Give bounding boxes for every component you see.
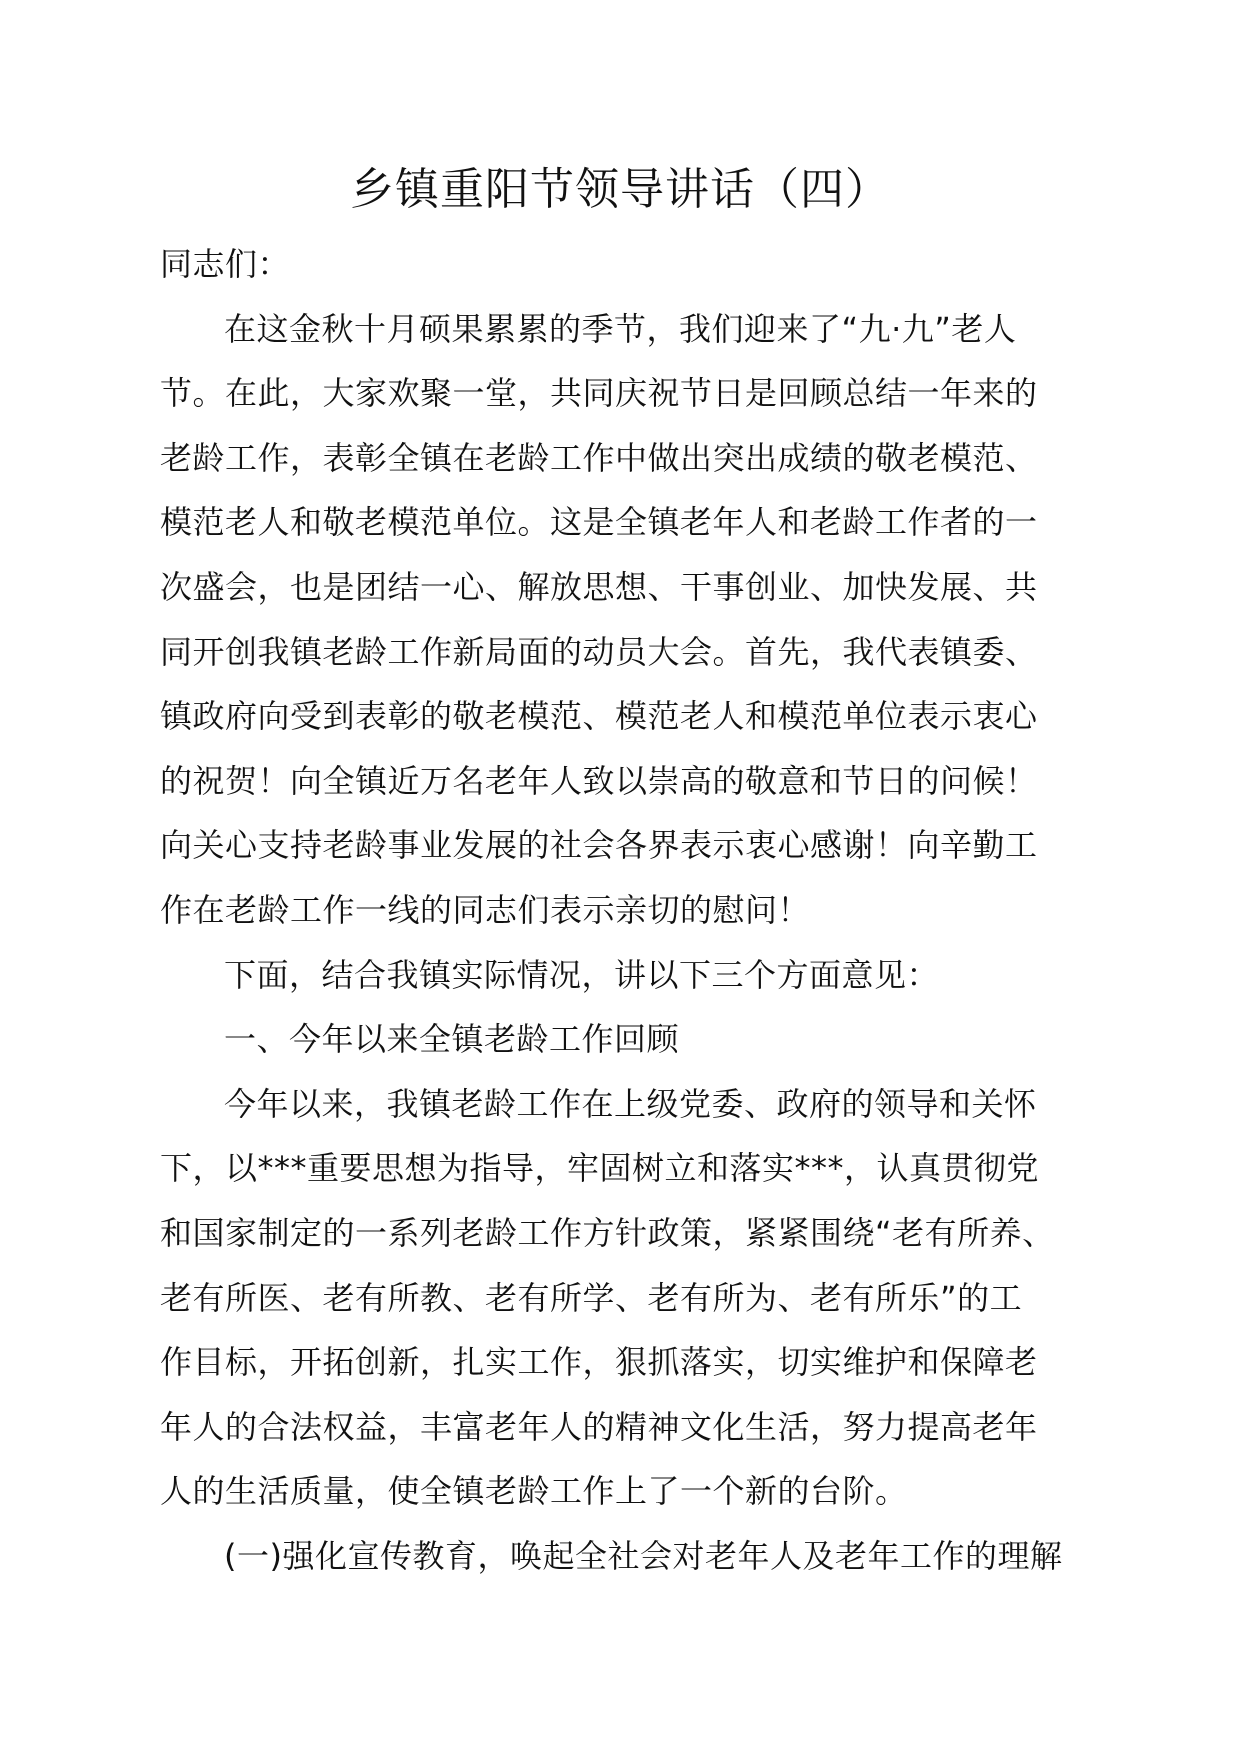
text-line: 下面，结合我镇实际情况，讲以下三个方面意见： — [224, 955, 940, 994]
text-line: 镇政府向受到表彰的敬老模范、模范老人和模范单位表示衷心 — [160, 697, 1038, 736]
text-line: 老龄工作，表彰全镇在老龄工作中做出突出成绩的敬老模范、 — [160, 438, 1038, 477]
text-line: 人的生活质量，使全镇老龄工作上了一个新的台阶。 — [160, 1472, 908, 1511]
text-line: 次盛会，也是团结一心、解放思想、干事创业、加快发展、共 — [160, 567, 1038, 606]
document-body — [160, 232, 1120, 1588]
text-line: 今年以来，我镇老龄工作在上级党委、政府的领导和关怀 — [224, 1084, 1037, 1123]
document-title: 乡镇重阳节领导讲话（四） — [350, 164, 890, 215]
text-line: 同开创我镇老龄工作新局面的动员大会。首先，我代表镇委、 — [160, 632, 1038, 671]
text-line: 老有所医、老有所教、老有所学、老有所为、老有所乐”的工 — [160, 1278, 1023, 1317]
text-line: 的祝贺！向全镇近万名老年人致以崇高的敬意和节日的问候！ — [160, 761, 1038, 800]
subsection-heading: (一)强化宣传教育，唤起全社会对老年人及老年工作的理解 — [224, 1536, 1063, 1575]
text-line: 作在老龄工作一线的同志们表示亲切的慰问！ — [160, 890, 811, 929]
text-line: 年人的合法权益，丰富老年人的精神文化生活，努力提高老年 — [160, 1407, 1038, 1446]
text-line-salutation: 同志们： — [160, 245, 291, 283]
text-line: 节。在此，大家欢聚一堂，共同庆祝节日是回顾总结一年来的 — [160, 374, 1038, 413]
text-line: 作目标，开拓创新，扎实工作，狠抓落实，切实维护和保障老 — [160, 1343, 1038, 1382]
section-heading: 一、今年以来全镇老龄工作回顾 — [224, 1020, 680, 1059]
text-line: 在这金秋十月硕果累累的季节，我们迎来了“九·九”老人 — [224, 309, 1017, 348]
text-line: 向关心支持老龄事业发展的社会各界表示衷心感谢！向辛勤工 — [160, 826, 1038, 865]
text-line: 模范老人和敬老模范单位。这是全镇老年人和老龄工作者的一 — [160, 503, 1038, 542]
text-line: 和国家制定的一系列老龄工作方针政策，紧紧围绕“老有所养、 — [160, 1213, 1055, 1252]
text-line: 下，以***重要思想为指导，牢固树立和落实***，认真贯彻党 — [160, 1149, 1040, 1188]
